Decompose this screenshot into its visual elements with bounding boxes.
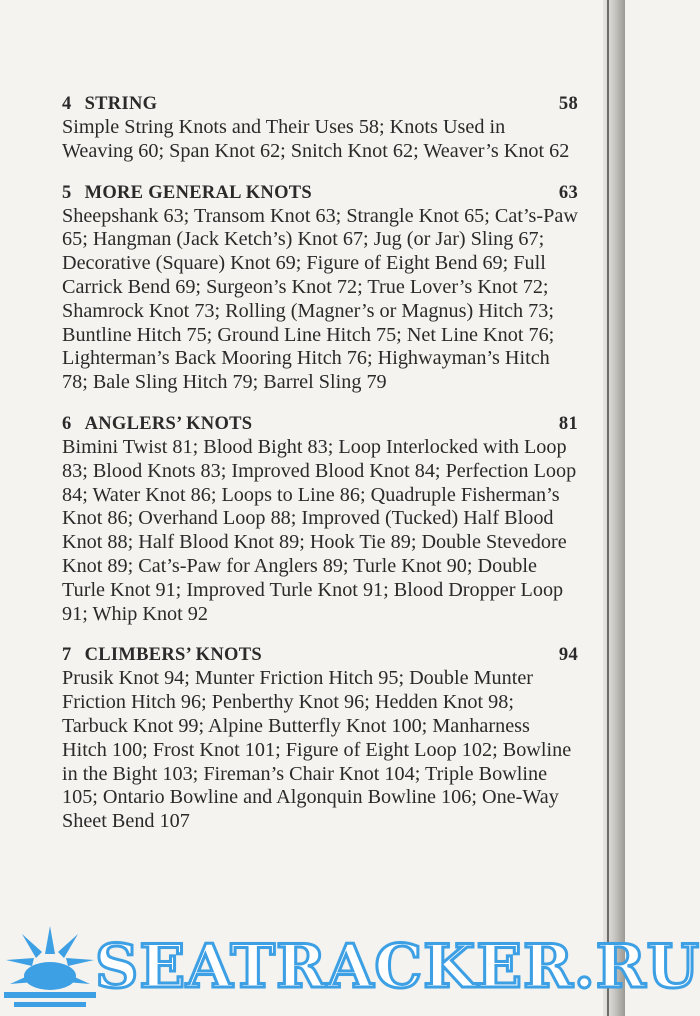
chapter-entries: Bimini Twist 81; Blood Bight 83; Loop Interlocked with Loop 83; Blood Knots 83; Improved Blood Knot 84; Perfection Loop 84; Water Knot 86; Loops to Line 86; Quadruple Fisherman’s Knot 86; Overhand Loop 88; Improved (Tucked) Half Blood Knot 88; Half Blood Knot 89; Hook Tie 89; Double Stevedore Knot 89; Cat’s-Paw for Anglers 89; Turle Knot 90; Double Turle Knot 91; Improved Turle Knot 91; Blood Dropper Loop 91; Whip Knot 92	[62, 435, 577, 625]
chapter-heading	[62, 643, 578, 667]
watermark-text: SEATRACKER.RU	[95, 932, 700, 1002]
chapter-page: 81	[558, 413, 578, 434]
chapter-heading	[62, 92, 578, 116]
sun-burst-icon	[0, 920, 100, 1016]
chapter-entries: Simple String Knots and Their Uses 58; Knots Used in Weaving 60; Span Knot 62; Snitch Knot 62; Weaver’s Knot 62	[62, 116, 570, 162]
chapter-6	[62, 412, 578, 626]
chapter-7	[62, 643, 578, 834]
table-of-contents	[62, 92, 578, 851]
chapter-5	[62, 181, 578, 395]
chapter-entries: Sheepshank 63; Transom Knot 63; Strangle Knot 65; Cat’s-Paw 65; Hangman (Jack Ketch’s) Knot 67; Jug (or Jar) Sling 67; Decorative (Square) Knot 69; Figure of Eight Bend 69; Full Carrick Bend 69; Surgeon’s Knot 72; True Lover’s Knot 72; Shamrock Knot 73; Rolling (Magner’s or Magnus) Hitch 73; Buntline Hitch 75; Ground Line Hitch 75; Net Line Knot 76; Lighterman’s Back Mooring Hitch 76; Highwayman’s Hitch 78; Bale Sling Hitch 79; Barrel Sling 79	[62, 204, 578, 394]
chapter-heading	[62, 412, 578, 436]
page-edge	[603, 0, 625, 1016]
chapter-heading	[62, 181, 578, 205]
chapter-title: CLIMBERS’ KNOTS	[84, 645, 262, 666]
chapter-title: ANGLERS’ KNOTS	[84, 413, 253, 434]
chapter-number: 4	[62, 94, 72, 114]
chapter-page: 58	[558, 94, 578, 114]
chapter-number: 7	[62, 645, 72, 666]
chapter-number: 5	[62, 182, 72, 203]
chapter-title: MORE GENERAL KNOTS	[84, 182, 312, 203]
chapter-number: 6	[62, 413, 72, 434]
chapter-page: 63	[558, 182, 578, 203]
chapter-title: STRING	[84, 94, 158, 114]
chapter-entries: Prusik Knot 94; Munter Friction Hitch 95; Double Munter Friction Hitch 96; Penberthy Knot 96; Hedden Knot 98; Tarbuck Knot 99; Alpine Butterfly Knot 100; Manharness Hitch 100; Frost Knot 101; Figure of Eight Loop 102; Bowline in the Bight 103; Fireman’s Chair Knot 104; Triple Bowline 105; Ontario Bowline and Algonquin Bowline 106; One-Way Sheet Bend 107	[62, 667, 572, 833]
chapter-page: 94	[558, 645, 578, 666]
chapter-4	[62, 92, 578, 164]
